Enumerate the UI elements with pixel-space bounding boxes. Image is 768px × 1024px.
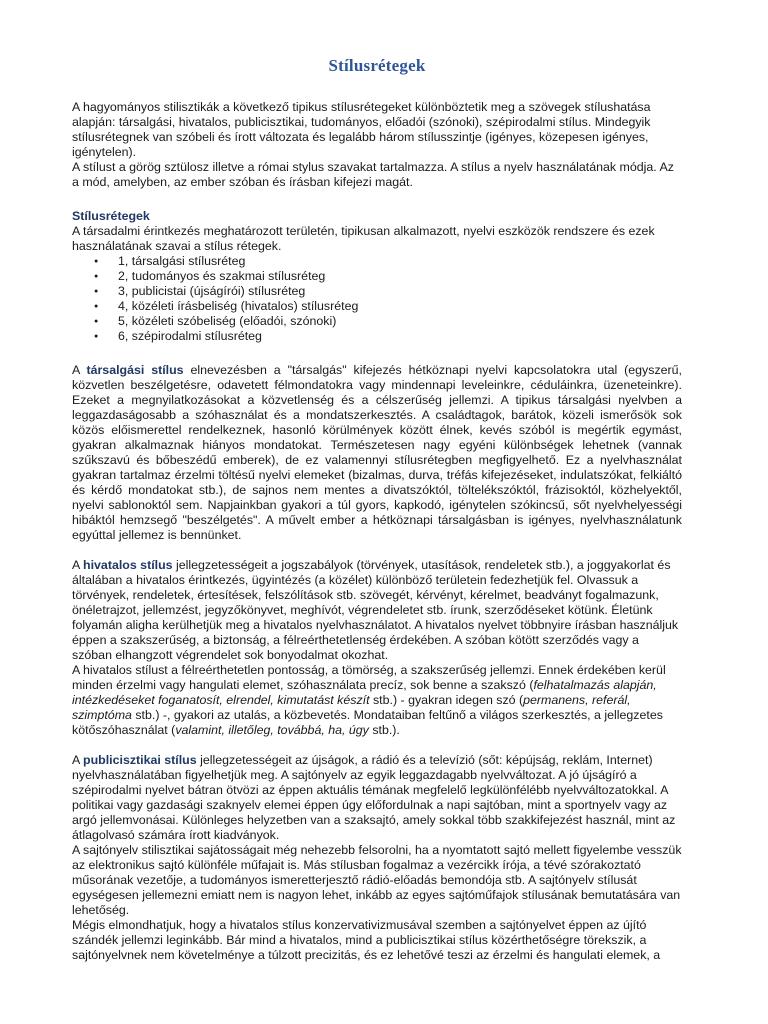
hivatalos-paragraph-2 [72,663,682,738]
tarsalgasi-lead: A [72,363,87,377]
publicisztikai-term: publicisztikai stílus [83,753,197,767]
hivatalos-paragraph-1 [72,558,682,663]
stilusreteg-list [72,254,682,344]
list-item: ● 4, közéleti írásbeliség (hivatalos) stílusréteg [72,299,682,314]
page-title: Stílusrétegek [328,56,426,75]
hivatalos-examples-3: valamint, illetőleg, továbbá, ha, úgy [175,723,369,737]
hivatalos-examples-2: permanens, referál, szimptóma [72,693,631,722]
intro-paragraph-2: A stílust a görög sztülosz illetve a római stylus szavakat tartalmazza. A stílus a nyelv használatának módja. Az a mód, amelyben, az ember szóban és írásban kifejezi magát. [72,160,674,189]
hivatalos-text-c: stb.) -, gyakori az utalás, a közbevetés. Mondataiban feltűnő a világos szerkesztés, a jellegzetes kötőszóhasználat ( [72,708,663,737]
list-item: ● 5, közéleti szóbeliség (előadói, szónoki) [72,314,682,329]
hivatalos-lead: A [72,558,84,572]
publicisztikai-lead: A [72,753,84,767]
hivatalos-text-a: A hivatalos stílust a félreérthetetlen pontosság, a tömörség, a szakszerűség jellemzi. Ennek érdekében kerül minden érzelmi vagy hangulati elemet, szóhasználata precíz, sok benne a szakszó ( [72,663,666,692]
list-item: ● 2, tudományos és szakmai stílusréteg [72,269,682,284]
publicisztikai-paragraph-1 [72,753,682,843]
tarsalgasi-paragraph [72,363,682,543]
hivatalos-text-d: stb.). [368,723,400,737]
publicisztikai-text: jellegzetességeit az újságok, a rádió és a televízió (sőt: képújság, reklám, Internet) nyelvhasználatában figyelhetjük meg. A sajtónyelv az egyik leggazdagabb nyelvváltozat. A jó újságíró a szépirodalmi nyelvet bátran ötvözi az éppen aktuális témának megfelelő legkülönfélébb nyelvváltozatokkal. A politikai vagy gazdasági szaknyelv elemei éppen úgy előfordulnak a napi sajtóban, mint a sportnyelv vagy az argó jellemvonásai. Különleges helyzetben van a szaksajtó, amely sokkal több szakkifejezést használ, mint az átlagolvasó számára írott kiadványok. [72,753,676,842]
hivatalos-text: jellegzetességeit a jogszabályok (törvények, utasítások, rendeletek stb.), a joggyakorlat és általában a hivatalos érintkezés, ügyintézés (a közélet) különböző területein fedezhetjük fel. Olvassuk a törvények, rendeletek, értesítések, felszólítások stb. szövegét, kérvényt, kérelmet, beadványt fogalmazunk, önéletrajzot, jellemzést, jegyzőkönyvet, meghívót, végrendeletet stb. írunk, szerződéseket kötünk. Életünk folyamán aligha kerülhetjük meg a hivatalos nyelvhasználatot. A hivatalos nyelvet többnyire írásban használjuk éppen a szakszerűség, a biztonság, a félreérthetetlenség érdekében. A szóban kötött szerződés vagy a szóban elhangzott végrendelet sok bonyodalmat okozhat. [72,558,679,662]
hivatalos-examples-1: felhatalmazás alapján, intézkedéseket foganatosít, elrendel, kimutatást készít [72,678,657,707]
tarsalgasi-text: elnevezésben a "társalgás" kifejezés hétköznapi nyelvi kapcsolatokra utal (egyszerű, közvetlen beszélgetésre, odavetett félmondatokra vagy mindennapi leveleinkre, céduláinkra, üzeneteinkre). Ezeket a megnyilatkozásokat a közvetlenség és a célszerűség jellemzi. A tipikus társalgási nyelvben a leggazdaságosabb a szóhasználat és a mondatszerkesztés. A családtagok, barátok, közeli ismerősök sok közös előismerettel rendelkeznek, hasonló körülmények között élnek, kevés szóból is megértik egymást, gyakran alkalmaznak hiányos mondatokat. Természetesen nagy egyéni különbségek lehetnek (vannak szűkszavú és bőbeszédű emberek), de ez valamennyi stílusrétegben megfigyelhető. Ez a nyelvhasználat gyakran tartalmaz érzelmi töltésű nyelvi elemeket (bizalmas, durva, tréfás kifejezéseket, indulatszókat, felkiáltó és kérdő mondatokat stb.), de sajnos nem mentes a divatszóktól, töltelékszóktól, frázisoktól, közhelyektől, nyelvi sablonoktól sem. Napjainkban gyakori a túl gyors, kapkodó, igénytelen szókincsű, sőt nyelvhelyességi hibáktól hemzsegő "beszélgetés". A művelt ember a hétköznapi társalgásban is igényes, nyelvhasználatunk egyúttal jellemez is bennünket. [72,363,682,542]
tarsalgasi-term: társalgási stílus [86,363,184,377]
hivatalos-term: hivatalos stílus [83,558,173,572]
list-item: ● 3, publicistai (újságírói) stílusréteg [72,284,682,299]
intro-paragraph-1: A hagyományos stilisztikák a következő tipikus stílusrétegeket különböztetik meg a szövegek stílushatása alapján: társalgási, hivatalos, publicisztikai, tudományos, előadói (szónoki), szépirodalmi stílus. Mindegyik stílusrétegnek van szóbeli és írott változata és legalább három stílusszintje (igényes, közepesen igényes, igénytelen). [72,100,651,159]
section-heading-stilusretegek: Stílusrétegek [72,209,150,223]
list-item: ● 6, szépirodalmi stílusréteg [72,329,682,344]
publicisztikai-paragraph-2: A sajtónyelv stilisztikai sajátosságait még nehezebb felsorolni, ha a nyomtatott sajtó mellett figyelembe vesszük az elektronikus sajtó különféle műfajait is. Más stílusban fogalmaz a vezércikk írója, a tévé szórakoztató műsorának vezetője, a tudományos ismeretterjesztő rádió-előadás bemondója stb. A sajtónyelv stílusát egységesen jellemezni emiatt nem is nagyon lehet, inkább az egyes sajtóműfajok stílusának bemutatására van lehetőség. [72,843,682,917]
list-item: ● 1, társalgási stílusréteg [72,254,682,269]
publicisztikai-paragraph-3: Mégis elmondhatjuk, hogy a hivatalos stílus konzervativizmusával szemben a sajtónyelvet éppen az újító szándék jellemzi leginkább. Bár mind a hivatalos, mind a publicisztikai stílus közérthetőségre törekszik, a sajtónyelvnek nem követelménye a túlzott precizitás, és ez lehetővé teszi az érzelmi és hangulati elemek, a [72,918,661,962]
stilusretegek-definition: A társadalmi érintkezés meghatározott területén, tipikusan alkalmazott, nyelvi eszközök rendszere és ezek használatának szavai a stílus rétegek. [72,224,655,253]
hivatalos-text-b: stb.) - gyakran idegen szó ( [369,693,524,707]
